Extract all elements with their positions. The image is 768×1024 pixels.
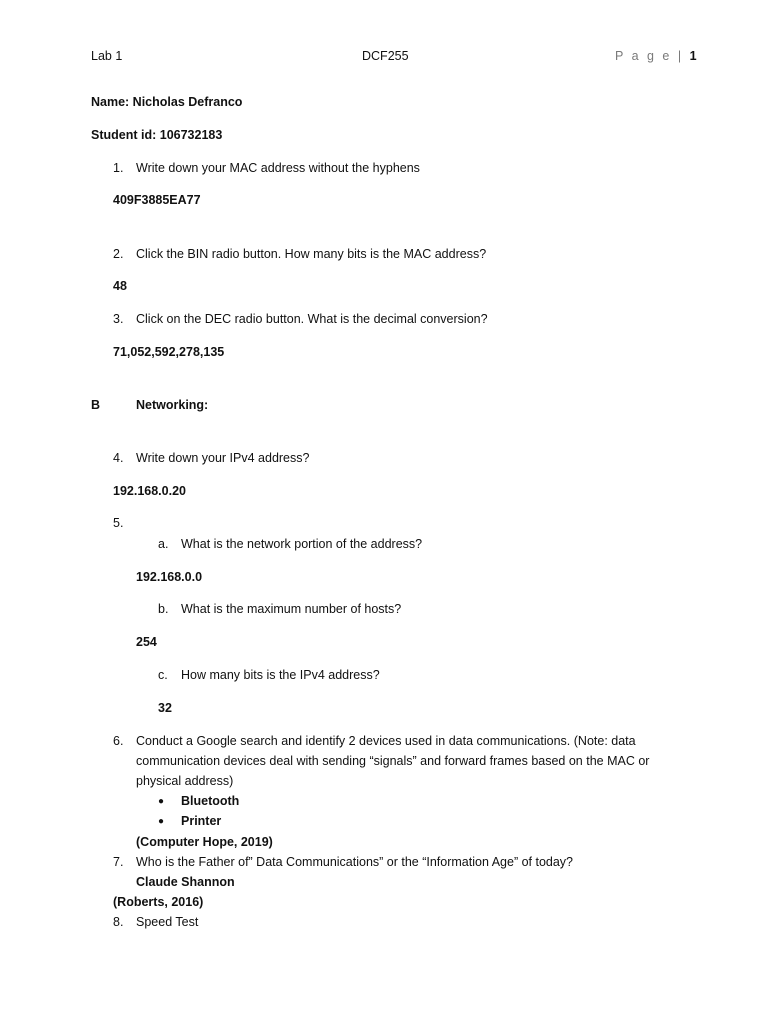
- q5b-answer: 254: [136, 635, 157, 649]
- q8-number: 8.: [113, 915, 124, 929]
- header-page-indicator: [615, 48, 697, 64]
- q7-number: 7.: [113, 855, 124, 869]
- header-left-label: Lab 1: [91, 49, 123, 63]
- q3-answer: 71,052,592,278,135: [113, 345, 225, 359]
- q5c-answer: 32: [158, 701, 172, 715]
- bullet-icon: ●: [158, 796, 165, 807]
- q6-answer-item: Printer: [181, 814, 222, 828]
- q3-number: 3.: [113, 312, 124, 326]
- q4-question: Write down your IPv4 address?: [136, 451, 310, 465]
- q8-question: Speed Test: [136, 915, 199, 929]
- q6-citation: (Computer Hope, 2019): [136, 835, 273, 849]
- q5b-letter: b.: [158, 602, 169, 616]
- q6-question-line: physical address): [136, 774, 234, 788]
- page-number: 1: [689, 49, 697, 63]
- section-b-letter: B: [91, 398, 101, 412]
- q2-answer: 48: [113, 279, 127, 293]
- q2-number: 2.: [113, 247, 124, 261]
- q6-question-line: communication devices deal with sending “signals” and forward frames based on the MAC or: [136, 754, 650, 768]
- q7-question: Who is the Father of” Data Communications” or the “Information Age” of today?: [136, 855, 574, 869]
- q1-answer: 409F3885EA77: [113, 193, 201, 207]
- q7-citation: (Roberts, 2016): [113, 895, 204, 909]
- q5-number: 5.: [113, 516, 124, 530]
- q6-number: 6.: [113, 734, 124, 748]
- header-course-code: DCF255: [362, 49, 409, 63]
- q4-number: 4.: [113, 451, 124, 465]
- q6-answer-item: Bluetooth: [181, 794, 240, 808]
- q2-question: Click the BIN radio button. How many bits is the MAC address?: [136, 247, 487, 261]
- q7-answer: Claude Shannon: [136, 875, 235, 889]
- page-label: P a g e |: [615, 49, 684, 63]
- q5a-answer: 192.168.0.0: [136, 570, 203, 584]
- student-id: Student id: 106732183: [91, 128, 223, 142]
- student-name: Name: Nicholas Defranco: [91, 95, 243, 109]
- q6-question-line: Conduct a Google search and identify 2 devices used in data communications. (Note: data: [136, 734, 636, 748]
- q5c-letter: c.: [158, 668, 168, 682]
- q5a-question: What is the network portion of the address?: [181, 537, 423, 551]
- bullet-icon: ●: [158, 816, 165, 827]
- q5c-question: How many bits is the IPv4 address?: [181, 668, 380, 682]
- section-b-title: Networking:: [136, 398, 209, 412]
- q3-question: Click on the DEC radio button. What is the decimal conversion?: [136, 312, 488, 326]
- q5a-letter: a.: [158, 537, 169, 551]
- q5b-question: What is the maximum number of hosts?: [181, 602, 402, 616]
- q1-question: Write down your MAC address without the hyphens: [136, 161, 420, 175]
- q4-answer: 192.168.0.20: [113, 484, 186, 498]
- q1-number: 1.: [113, 161, 124, 175]
